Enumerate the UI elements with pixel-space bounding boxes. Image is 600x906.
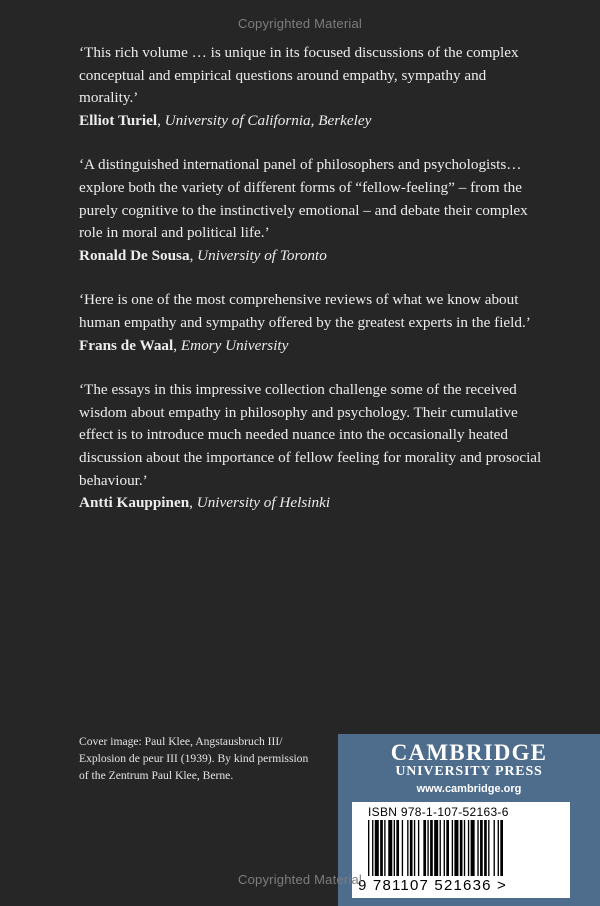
copyright-watermark-bottom: Copyrighted Material (238, 872, 362, 887)
credit-line: of the Zentrum Paul Klee, Berne. (79, 769, 234, 782)
copyright-watermark-top: Copyrighted Material (238, 16, 362, 31)
reviewer-institution: University of California, Berkeley (164, 111, 372, 129)
review-attribution: Ronald De Sousa, University of Toronto (79, 246, 327, 264)
isbn-label: ISBN 978-1-107-52163-6 (368, 805, 509, 819)
credit-line: Explosion de peur III (1939). By kind permission (79, 752, 309, 765)
publisher-name: CAMBRIDGE (390, 740, 548, 765)
review-4 (79, 379, 549, 515)
review-attribution: Antti Kauppinen, University of Helsinki (79, 494, 331, 512)
reviewer-name: Frans de Waal (79, 336, 174, 354)
publisher-url: www.cambridge.org (416, 783, 522, 795)
review-quote: ‘The essays in this impressive collection challenge some of the received wisdom about empathy in philosophy and psychology. Their cumulative effect is to introduce much needed nuance into the occasionally heated discussion about the importance of fellow feeling for morality and prosocial behaviour.’ (79, 381, 542, 489)
review-attribution: Elliot Turiel, University of California, Berkeley (79, 111, 372, 129)
review-quote: ‘This rich volume … is unique in its focused discussions of the complex conceptual and empirical questions around empathy, sympathy and morality.’ (79, 44, 519, 107)
review-2 (79, 154, 549, 267)
reviewer-institution: University of Toronto (197, 246, 327, 264)
review-quote: ‘Here is one of the most comprehensive reviews of what we know about human empathy and sympathy offered by the greatest experts in the field.’ (79, 291, 531, 331)
review-3 (79, 289, 549, 357)
reviewer-name: Elliot Turiel (79, 111, 158, 129)
credit-line: Cover image: Paul Klee, Angstausbruch III/ (79, 735, 283, 748)
review-attribution: Frans de Waal, Emory University (79, 336, 289, 354)
review-1 (79, 42, 549, 132)
cover-image-credit (79, 733, 339, 784)
reviewer-name: Ronald De Sousa (79, 246, 190, 264)
reviewer-institution: Emory University (180, 336, 289, 354)
publisher-subtitle: UNIVERSITY PRESS (395, 764, 543, 779)
barcode-number: 9 781107 521636 > (358, 877, 507, 894)
endorsements (79, 42, 549, 537)
reviewer-name: Antti Kauppinen (79, 494, 190, 512)
reviewer-institution: University of Helsinki (196, 494, 331, 512)
review-quote: ‘A distinguished international panel of philosophers and psychologists… explore both the variety of different forms of “fellow-feeling” – from the purely cognitive to the instinctively emotional – and debate their complex role in moral and political life.’ (79, 156, 528, 242)
